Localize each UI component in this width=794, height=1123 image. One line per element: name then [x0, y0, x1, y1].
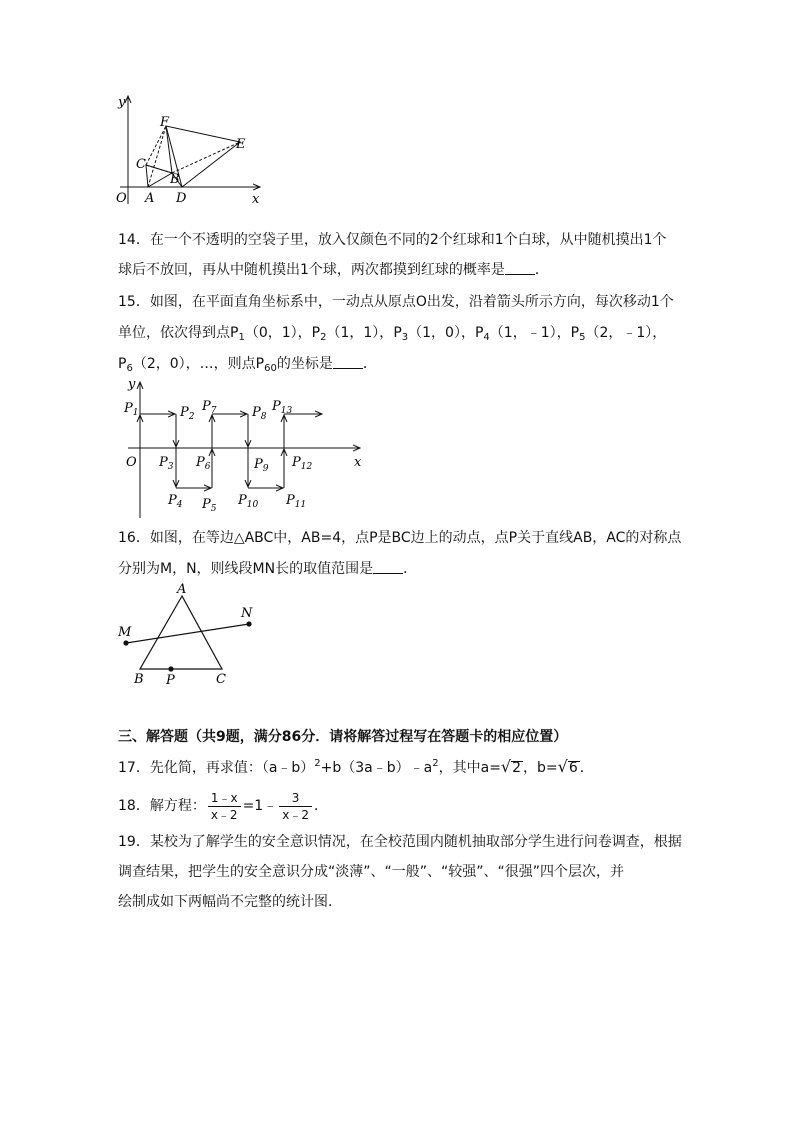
svg-text:P5: $P_5$ [202, 497, 217, 514]
label-x: x [252, 192, 260, 207]
q14-line1: 14．在一个不透明的空袋子里，放入仅颜色不同的2个红球和1个白球，从中随机摸出1个 [118, 232, 667, 248]
svg-text:P8: $P_8$ [252, 405, 267, 422]
label-A: A [177, 582, 187, 597]
label-y: y [128, 378, 136, 392]
label-y: y [118, 95, 126, 110]
label-C: C [136, 157, 146, 172]
svg-text:P10: $P_{10}$ [238, 493, 259, 510]
svg-text:P4: $P_4$ [168, 493, 183, 510]
svg-text:P2: $P_2$ [180, 405, 195, 422]
label-B: B [170, 172, 180, 187]
q17: 17．先化简，再求值：$(a﹣b)^2+b(3a﹣b)﹣a^2$，其中a=√2 ，b=√6 ． [118, 757, 594, 776]
label-C: C [216, 672, 226, 687]
label-E: E [236, 137, 246, 152]
svg-text:P7: $P_7$ [202, 399, 217, 416]
q15-line1: 15．如图，在平面直角坐标系中，一动点从原点O出发，沿着箭头所示方向，每次移动1个 [118, 294, 674, 310]
q19-line3: 绘制成如下两幅尚不完整的统计图． [118, 894, 342, 910]
label-N: N [241, 606, 253, 621]
q14-line2: 球后不放回，再从中随机摸出1个球，两次都摸到红球的概率是 ． [118, 262, 549, 278]
figure-q15 [118, 378, 368, 520]
svg-text:P13: $P_{13}$ [272, 399, 293, 416]
segment-mn [126, 624, 249, 643]
answer-blank [373, 562, 403, 574]
label-B: B [134, 672, 144, 687]
q16-line1: 16．如图，在等边△ABC中，AB=4，点P是BC边上的动点，点P关于直线AB，AC的对称点 [118, 530, 682, 546]
svg-text:P6: $P_6$ [196, 455, 211, 472]
svg-text:P11: $P_{11}$ [286, 493, 307, 510]
q15-line2: 单位，依次得到点$P_1(0$，1），$P_2(1$，1），$P_3(1$，0），$P_4(1$，﹣1），$P_5(2$，﹣1）， [118, 325, 667, 343]
svg-text:P1: $P_1$ [124, 401, 139, 418]
q16-line2: 分别为M，N，则线段MN长的取值范围是 ． [118, 561, 418, 577]
label-O: O [116, 191, 127, 206]
section3-title: 三、解答题（共9题，满分86分．请将解答过程写在答题卡的相应位置） [118, 729, 568, 745]
label-F: F [160, 115, 170, 130]
fraction-2: $\frac{3}{x﹣2}$ [279, 790, 312, 823]
label-D: D [176, 191, 187, 206]
label-O: O [126, 455, 137, 470]
figure-q16 [114, 582, 264, 688]
fraction-1: $\frac{1﹣x}{x﹣2}$ [208, 790, 241, 823]
label-P: P [166, 673, 175, 688]
answer-blank [333, 357, 363, 369]
q18: 18．解方程： $\frac{1﹣x}{x﹣2}$ =1﹣ $\frac{3}{x﹣2}$ ． [118, 790, 328, 822]
triangle-abc [140, 596, 222, 669]
svg-text:P3: $P_3$ [159, 455, 174, 472]
q19-line1: 19．某校为了解学生的安全意识情况，在全校范围内随机抽取部分学生进行问卷调查，根据 [118, 834, 682, 850]
label-A: A [145, 191, 155, 206]
svg-text:P9: $P_9$ [254, 457, 269, 474]
figure-q13 [112, 92, 272, 210]
svg-text:P12: $P_{12}$ [292, 455, 313, 472]
q14-text: 球后不放回，再从中随机摸出1个球，两次都摸到红球的概率是 [118, 262, 505, 278]
answer-blank [505, 263, 535, 275]
label-x: x [354, 455, 362, 470]
q15-line3: $P_6(2$，0），…，则点$P_{60}$的坐标是 ． [118, 356, 377, 374]
label-M: M [118, 625, 132, 640]
q19-line2: 调查结果，把学生的安全意识分成“淡薄”、“一般”、“较强”、“很强”四个层次，并 [118, 864, 625, 880]
